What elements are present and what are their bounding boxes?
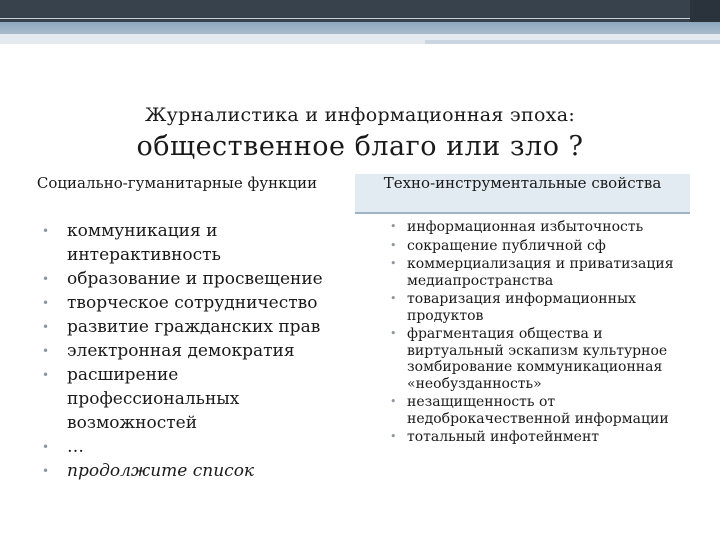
- list-item: [390, 394, 700, 427]
- list-item-text: расширение профессиональных возможностей: [67, 365, 240, 433]
- list-item-text: …: [67, 437, 84, 457]
- list-item-text: коммуникация и интерактивность: [67, 221, 221, 265]
- bullet-icon: •: [390, 238, 397, 252]
- list-item: [42, 267, 342, 291]
- right-column-header: Техно-инструментальные свойства: [355, 174, 690, 214]
- top-decor-bar-dark: [0, 0, 720, 22]
- bullet-icon: •: [390, 220, 397, 233]
- list-item-text: развитие гражданских прав: [67, 317, 321, 337]
- bullet-icon: •: [42, 440, 50, 454]
- bullet-icon: •: [390, 395, 397, 408]
- left-column-header: Социально-гуманитарные функции: [36, 174, 318, 192]
- list-item-text: фрагментация общества и виртуальный эскапизм культурное зомбирование коммуникационная «необузданность»: [407, 326, 668, 392]
- list-item: [42, 339, 342, 363]
- list-item: [42, 363, 342, 435]
- list-item: [42, 219, 342, 267]
- list-item: [42, 291, 342, 315]
- list-item-text: электронная демократия: [67, 341, 295, 361]
- list-item: [390, 429, 700, 446]
- list-item: [390, 238, 700, 255]
- bullet-icon: •: [42, 272, 50, 286]
- list-item-text: тотальный инфотейнмент: [407, 429, 600, 445]
- bullet-icon: •: [42, 464, 50, 478]
- list-item-text: продолжите список: [67, 461, 255, 481]
- bullet-icon: •: [42, 344, 50, 358]
- list-item-text: незащищенность от недоброкачественной информации: [407, 394, 669, 427]
- list-item: [42, 435, 342, 459]
- bullet-icon: •: [42, 368, 50, 382]
- slide-title-line1: Журналистика и информационная эпоха:: [144, 104, 576, 126]
- bullet-icon: •: [390, 430, 397, 443]
- right-bullet-list: [390, 219, 700, 448]
- list-item-text: творческое сотрудничество: [67, 293, 318, 313]
- list-item-text: сокращение публичной сф: [407, 237, 606, 254]
- top-decor-bar-blue: [0, 22, 720, 34]
- bullet-icon: •: [390, 327, 397, 340]
- bullet-icon: •: [42, 224, 50, 238]
- bullet-icon: •: [42, 296, 50, 310]
- list-item: [42, 459, 342, 483]
- bullet-icon: •: [390, 292, 397, 305]
- slide-title-line2: общественное благо или зло ?: [136, 131, 584, 162]
- top-decor-line: [0, 18, 720, 19]
- bullet-icon: •: [42, 320, 50, 334]
- list-item-text: коммерциализация и приватизация медиапространства: [407, 256, 674, 289]
- top-decor-corner: [690, 0, 720, 22]
- left-bullet-list: [42, 219, 342, 483]
- list-item: [390, 326, 700, 392]
- bullet-icon: •: [390, 257, 397, 270]
- top-decor-strip: [425, 40, 720, 44]
- list-item: [390, 291, 700, 324]
- top-decor-bar-light: [0, 34, 720, 44]
- list-item-text: товаризация информационных продуктов: [407, 291, 637, 324]
- list-item-text: информационная избыточность: [407, 219, 644, 235]
- list-item-text: образование и просвещение: [67, 269, 323, 289]
- list-item: [390, 219, 700, 236]
- list-item: [390, 256, 700, 289]
- list-item: [42, 315, 342, 339]
